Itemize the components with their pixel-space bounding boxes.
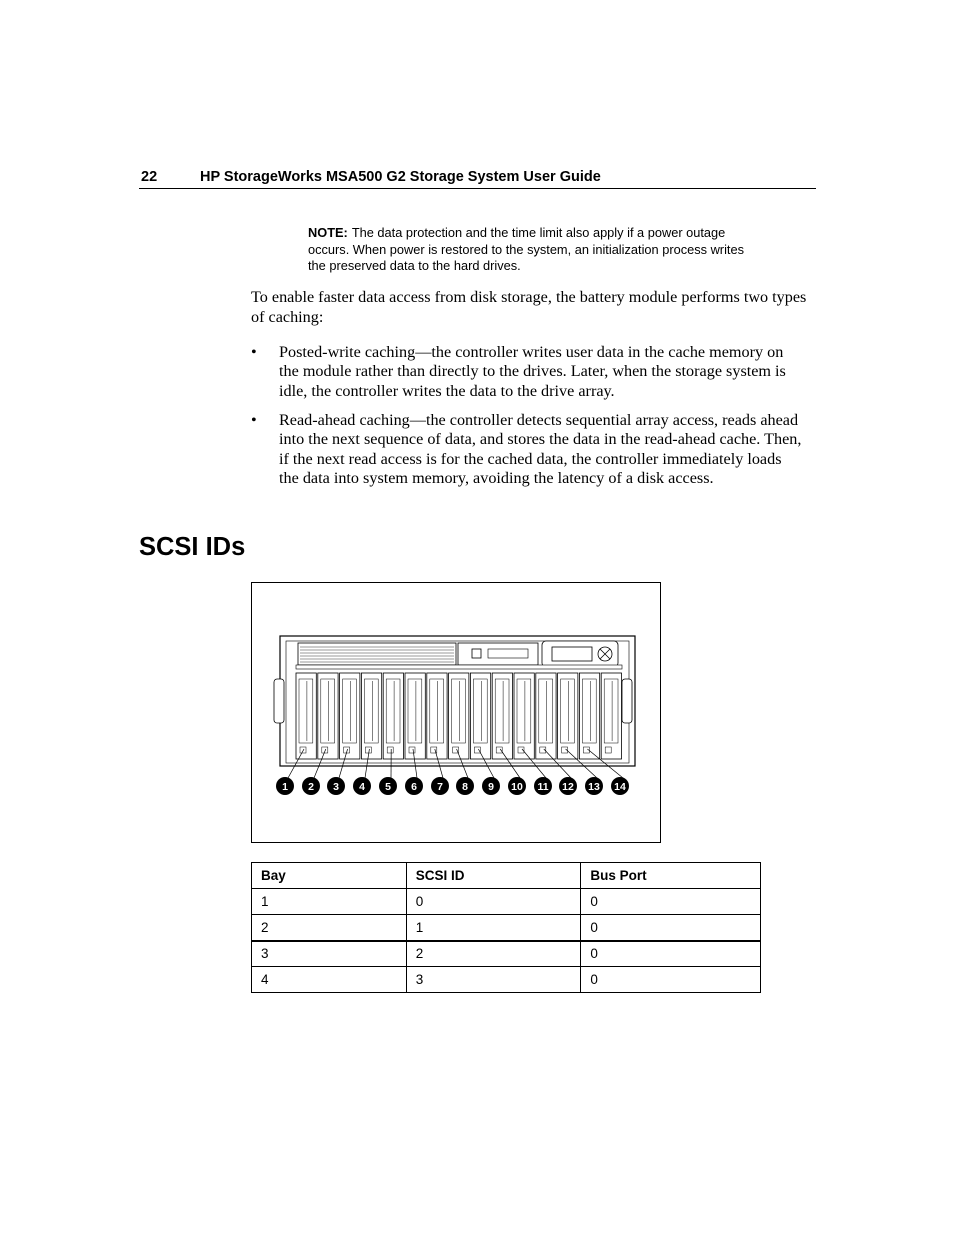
bay-callout	[431, 777, 449, 795]
bay-callout	[585, 777, 603, 795]
document-title: HP StorageWorks MSA500 G2 Storage System User Guide	[200, 169, 601, 185]
column-header: Bus Port	[581, 863, 761, 889]
drive-bay	[361, 673, 381, 759]
table-cell: 0	[581, 967, 761, 993]
bay-callout	[611, 777, 629, 795]
svg-text:1: 1	[282, 781, 288, 793]
note-text: The data protection and the time limit also apply if a power outage occurs. When power is restored to the system, an initialization process writes the preserved data to the hard drives.	[308, 225, 744, 273]
svg-text:5: 5	[385, 781, 391, 793]
table-cell: 2	[252, 915, 407, 941]
bay-callout	[456, 777, 474, 795]
bay-callout	[353, 777, 371, 795]
drive-bay	[470, 673, 490, 759]
scsi-id-table	[251, 862, 761, 993]
drive-bay	[536, 673, 556, 759]
svg-text:4: 4	[359, 781, 365, 793]
drive-bay	[514, 673, 534, 759]
table-header-row	[252, 863, 761, 889]
table-cell: 0	[406, 889, 581, 915]
page-number: 22	[141, 169, 158, 185]
bullet-icon: •	[251, 343, 257, 361]
bay-callout	[379, 777, 397, 795]
bay-callout	[302, 777, 320, 795]
drive-bay	[427, 673, 447, 759]
note-box	[308, 225, 758, 275]
table-cell: 0	[581, 941, 761, 967]
table-cell: 0	[581, 915, 761, 941]
drive-bay	[558, 673, 578, 759]
column-header: Bay	[252, 863, 407, 889]
section-heading: SCSI IDs	[139, 533, 246, 561]
svg-text:9: 9	[488, 781, 494, 793]
bullet-text: Posted-write caching—the controller writes user data in the cache memory on the module rather than directly to the drives. Later, when the storage system is idle, the controller writes the data to the drive array.	[279, 343, 786, 400]
svg-text:14: 14	[614, 781, 626, 793]
table-cell: 3	[252, 941, 407, 967]
svg-text:7: 7	[437, 781, 443, 793]
column-header: SCSI ID	[406, 863, 581, 889]
table-cell: 1	[252, 889, 407, 915]
table-cell: 4	[252, 967, 407, 993]
table-cell: 0	[581, 889, 761, 915]
svg-text:12: 12	[562, 781, 574, 793]
drive-bay	[318, 673, 338, 759]
drive-bays	[296, 673, 622, 759]
bay-callout	[508, 777, 526, 795]
svg-text:11: 11	[537, 781, 549, 793]
table-row	[252, 889, 761, 915]
drive-bay	[340, 673, 360, 759]
drive-bay	[449, 673, 469, 759]
bay-callout	[405, 777, 423, 795]
storage-enclosure-figure	[251, 582, 661, 843]
svg-text:6: 6	[411, 781, 417, 793]
bay-callout	[276, 777, 294, 795]
bay-callout	[327, 777, 345, 795]
bullet-text: Read-ahead caching—the controller detects sequential array access, reads ahead into the next sequence of data, and stores the data in the read-ahead cache. Then, if the next read access is for the cached data, the controller immediately loads the data into system memory, avoiding the latency of a disk access.	[279, 411, 802, 487]
svg-text:3: 3	[333, 781, 339, 793]
table-row	[252, 941, 761, 967]
page-header	[139, 168, 816, 189]
bay-callout	[559, 777, 577, 795]
drive-bay	[579, 673, 599, 759]
table-row	[252, 967, 761, 993]
table-cell: 3	[406, 967, 581, 993]
drive-bay	[296, 673, 316, 759]
note-label: NOTE:	[308, 225, 348, 240]
table-cell: 1	[406, 915, 581, 941]
bay-callout	[534, 777, 552, 795]
drive-bay	[492, 673, 512, 759]
drive-bay	[383, 673, 403, 759]
table-row	[252, 915, 761, 941]
drive-bay	[405, 673, 425, 759]
enclosure-front-view	[252, 583, 662, 844]
svg-text:8: 8	[462, 781, 468, 793]
bullet-icon: •	[251, 411, 257, 429]
bay-callouts	[276, 777, 629, 795]
svg-text:13: 13	[588, 781, 600, 793]
table-cell: 2	[406, 941, 581, 967]
svg-text:2: 2	[308, 781, 314, 793]
intro-paragraph: To enable faster data access from disk storage, the battery module performs two types of caching:	[251, 288, 807, 326]
bay-callout	[482, 777, 500, 795]
svg-text:10: 10	[511, 781, 523, 793]
bay-blank	[601, 673, 621, 759]
